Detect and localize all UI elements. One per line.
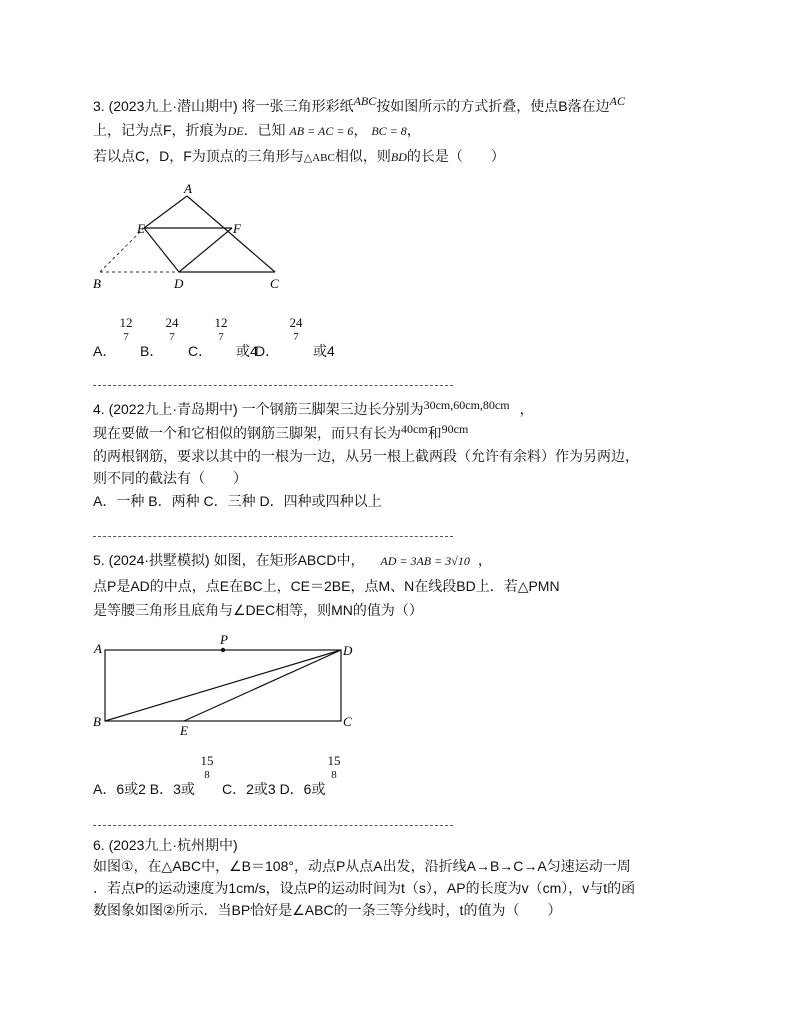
q3-label-d: D [174,276,184,291]
q4-text: 4. (2022九上·青岛期中) 一个钢筋三脚架三边长分别为 [93,401,424,417]
q3-option-c-label: C． [188,343,213,359]
q3-line-1 [93,94,625,116]
q3-option-a-fraction [118,316,134,344]
q3-text: 若以点C，D，F为顶点的三角形与 [93,148,304,164]
q5-figure-rectangle [88,632,368,742]
q3-label-c: C [270,276,279,291]
q5-option-d-fraction [326,754,342,782]
q3-text: ， [406,122,421,138]
q4-line-3: 的两根钢筋，要求以其中的一根为一边，从另一根上截两段（允许有余料）作为另两边， [93,448,639,464]
q3-label-a: A [184,181,192,196]
q6-line-4: 数图象如图②所示．当BP恰好是∠ABC的一条三等分线时，t的值为（ ） [93,902,562,918]
q3-option-d-label: D． [255,343,280,359]
fraction-numerator: 24 [165,315,179,330]
q3-line-2 [93,121,421,140]
q5-math-eq: AD = 3AB = 3√10 [380,554,470,568]
fraction-numerator: 15 [327,753,341,768]
q3-option-b-label: B． [140,343,164,359]
q3-option-b-fraction [164,316,180,344]
q3-text: ， [353,122,368,138]
q5-label-p: P [220,632,228,647]
fraction-denominator: 8 [331,769,337,781]
q5-label-a: A [94,641,102,656]
q3-figure-triangle [88,180,298,295]
q3-math-eq1: AB = AC = 6 [289,124,354,138]
fraction-denominator: 8 [204,769,210,781]
fraction-numerator: 12 [214,315,228,330]
q3-math-abc: ABC [353,94,377,108]
fraction-numerator: 12 [119,315,133,330]
q3-text: ．已知 [243,122,286,138]
q3-text: 3. (2023九上·潜山期中) 将一张三角形彩纸 [93,98,354,114]
fraction-denominator: 7 [293,331,299,343]
q3-math-de: DE [227,124,244,138]
q3-math-bd: BD [390,150,407,164]
q3-math-ac: AC [609,94,625,108]
q5-text: ， [477,552,492,568]
q3-label-b: B [93,276,101,291]
q3-line-3 [93,147,505,167]
q4-line-4: 则不同的截法有（ ） [93,470,247,486]
q3-option-c-fraction [213,316,229,344]
fraction-numerator: 24 [289,315,303,330]
q3-label-e: E [137,221,145,236]
q5-line-2: 点P是AD的中点，点E在BC上，CE＝2BE，点M、N在线段BD上．若△PMN [93,578,560,594]
fraction-denominator: 7 [218,331,224,343]
q5-point-p [221,648,225,652]
q3-text: 的长是（ ） [406,148,505,164]
fraction-denominator: 7 [169,331,175,343]
q3-option-a-label: A． [93,343,117,359]
q4-text: 现在要做一个和它相似的钢筋三脚架，而只有长为 [93,425,401,441]
q6-line-1: 6. (2023九上·杭州期中) [93,837,238,853]
q3-option-d-tail: 或4 [313,343,335,359]
q4-line-2 [93,424,468,443]
q6-line-2: 如图①，在△ABC中，∠B＝108°，动点P从点A出发，沿折线A→B→C→A匀速运动一周 [93,858,631,874]
q4-math-lengths: 30cm,60cm,80cm [423,398,510,412]
separator [93,385,453,386]
q5-label-c: C [343,714,352,729]
q4-math-90: 90cm [441,422,469,436]
separator [93,825,453,826]
q3-option-c-tail: 或4 [236,343,258,359]
q6-line-3: ．若点P的运动速度为1cm/s，设点P的运动时间为t（s），AP的长度为v（cm），v与t的函 [93,880,636,896]
q5-line-3: 是等腰三角形且底角与∠DEC相等，则MN的值为（） [93,602,423,618]
q5-line-1 [93,551,492,570]
q5-option-b-fraction [199,754,215,782]
q4-options: A．一种 B．两种 C．三种 D．四种或四种以上 [93,493,382,509]
fraction-numerator: 15 [200,753,214,768]
q4-line-1 [93,400,534,419]
q4-math-40: 40cm [401,422,428,436]
q5-label-e: E [180,723,188,738]
q4-text: ， [519,401,534,417]
q5-option-a-b: A．6或2 B．3或 [93,781,195,797]
fraction-denominator: 7 [123,331,129,343]
q3-text: 上，记为点F，折痕为 [93,122,228,138]
q3-math-tri: △ABC [303,152,335,164]
q5-label-d: D [343,643,353,658]
q3-math-eq2: BC = 8 [371,124,407,138]
q4-text: 和 [427,425,442,441]
q3-option-d-fraction [288,316,304,344]
separator [93,536,453,537]
q5-text: 5. (2024·拱墅模拟) 如图，在矩形ABCD中， [93,552,365,568]
q3-text: 相似，则 [334,148,391,164]
q5-label-b: B [93,714,101,729]
q5-option-c-d: C．2或3 D．6或 [222,781,326,797]
q3-text: 按如图所示的方式折叠，使点B落在边 [376,98,610,114]
q3-label-f: F [233,221,241,236]
